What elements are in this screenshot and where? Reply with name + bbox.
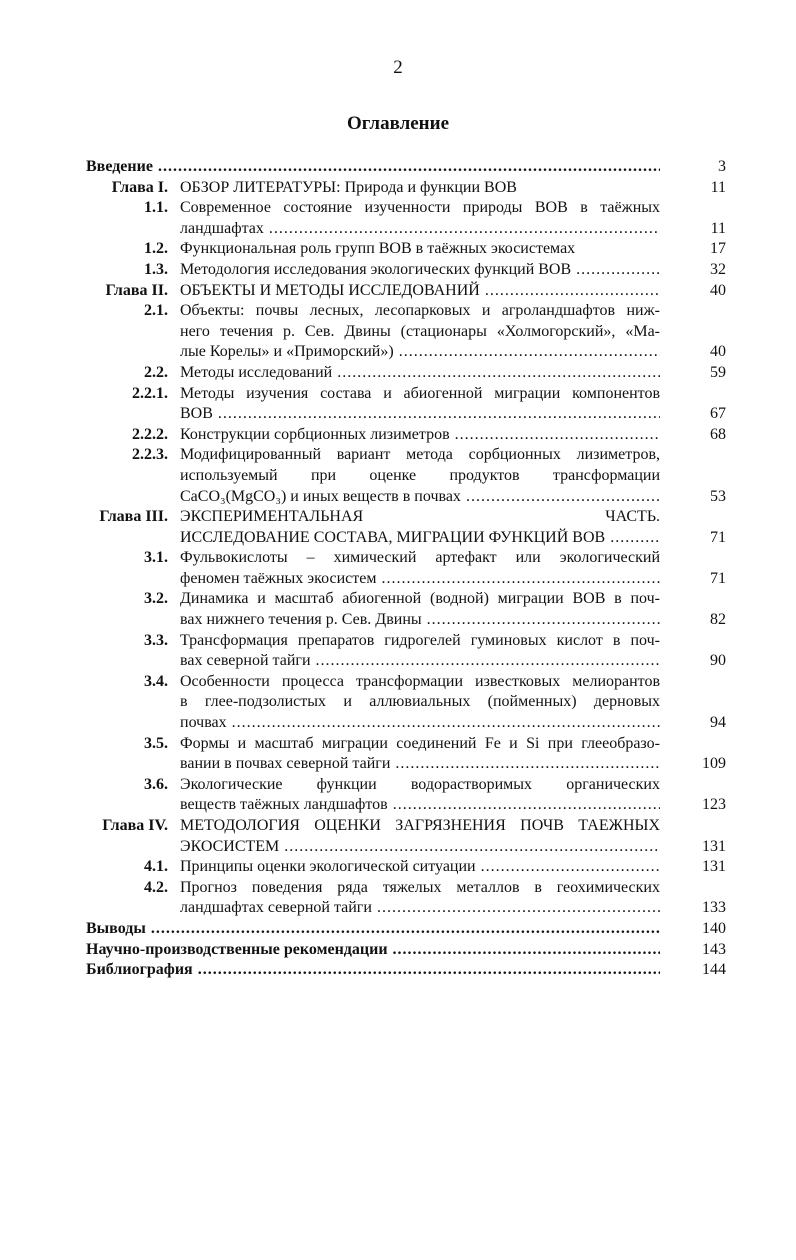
toc-entry-page: 59 [710,363,726,381]
toc-entry-number: 4.2. [144,878,168,896]
toc-entry[interactable] [86,878,726,919]
toc-entry-number: 3.3. [144,631,168,649]
toc-entry[interactable] [86,816,726,857]
toc-entry-title-line: Введение [86,158,153,175]
toc-entry-title-line: почвах [180,714,227,732]
toc-entry[interactable] [86,301,726,363]
toc-entry-title-line: Модифицированный вариант метода сорбционных лизиметров, [180,446,660,464]
toc-entry-title-line: ландшафтах северной тайги [180,899,372,917]
toc-entry-title-line: ОБЗОР ЛИТЕРАТУРЫ: Природа и функции ВОВ [180,178,517,196]
toc-entry-title-line: вании в почвах северной тайги [180,755,391,773]
toc-entry-title-line: Особенности процесса трансформации известковых мелиорантов [180,672,660,690]
toc-entry-title-line: ландшафтах [180,219,264,237]
toc-entry-title-line: Методы изучения состава и абиогенной миграции компонентов [180,384,660,402]
toc-entry-title-line: Современное состояние изученности природы ВОВ в таёжных [180,199,660,217]
toc-entry[interactable] [86,734,726,775]
toc-entry-title-line: Объекты: почвы лесных, лесопарковых и агроландшафтов ниж- [180,302,660,320]
toc-entry-title-line: него течения р. Сев. Двины (стационары «Холмогорский», «Ма- [180,322,660,340]
toc-entry-title-line: Научно-производственные рекомендации [86,940,388,958]
toc-entry-number: 3.1. [144,549,168,567]
toc-entry[interactable] [86,425,726,446]
toc-entry-number: 2.1. [144,302,168,320]
toc-entry-number: 2.2. [144,363,168,381]
toc-entry-number: 3.2. [144,590,168,608]
toc-entry-title-line: ЭКОСИСТЕМ [180,837,280,855]
toc-entry[interactable] [86,281,726,302]
toc-entry-page: 133 [702,899,726,917]
toc-entry-title-line: МЕТОДОЛОГИЯ ОЦЕНКИ ЗАГРЯЗНЕНИЯ ПОЧВ ТАЕЖНЫХ [180,817,660,834]
toc-entry-page: 94 [710,714,726,732]
toc-entry-title-line: Трансформация препаратов гидрогелей гуминовых кислот в поч- [180,631,660,649]
toc-entry-number: 1.3. [144,260,168,278]
toc-entry-title-line: Прогноз поведения ряда тяжелых металлов в геохимических [180,878,660,896]
toc-entry[interactable] [86,672,726,734]
toc-entry-page: 123 [702,796,726,814]
toc-entry-page: 82 [710,611,726,629]
toc-entry-title-line: CaCO₃(MgCO₃) и иных веществ в почвах [180,487,461,505]
toc-entry-title-line: феномен таёжных экосистем [180,569,377,587]
toc-title: Оглавление [346,113,450,134]
toc-entry[interactable] [86,960,726,981]
toc-entry-page: 109 [702,755,726,773]
toc-entry-title-line: лые Корелы» и «Приморский») [180,343,394,361]
page-number: 2 [393,57,403,78]
toc-entry-title-line: вах нижнего течения р. Сев. Двины [180,611,422,629]
toc-entry[interactable] [86,260,726,281]
toc-entry-number: 1.1. [144,199,168,217]
toc-entry-title-line: Библиография [86,961,193,979]
toc-entry[interactable] [86,631,726,672]
toc-entry-number: Глава IV. [102,817,168,834]
toc-entry-title-line: ОБЪЕКТЫ И МЕТОДЫ ИССЛЕДОВАНИЙ [180,281,480,299]
toc-entry-title-line: ЭКСПЕРИМЕНТАЛЬНАЯ ЧАСТЬ. [180,508,660,526]
toc-entry-title-line: Экологические функции водорастворимых органических [180,775,660,793]
toc-entry[interactable] [86,363,726,384]
toc-entry-title-line: используемый при оценке продуктов трансформации [180,466,660,484]
toc-entry[interactable] [86,940,726,961]
toc-entry[interactable] [86,507,726,548]
toc-entry-number: 2.2.2. [132,425,168,443]
toc-entry-page: 131 [702,837,726,855]
toc-entry-page: 11 [710,219,726,237]
toc-entry-title-line: Формы и масштаб миграции соединений Fe и Si при глееобразо- [180,734,660,752]
toc-entry-page: 40 [710,343,726,361]
toc-entry-page: 131 [702,858,726,876]
toc-entry-page: 53 [710,487,726,505]
toc-entry-title-line: Методология исследования экологических функций ВОВ [180,260,572,278]
toc-entry-number: 3.4. [144,672,168,690]
toc-entry-page: 32 [710,260,726,278]
toc-entry[interactable] [86,589,726,630]
toc-entry-page: 17 [710,240,726,258]
toc-entry-page: 11 [710,178,726,196]
toc-entry-number: Глава III. [99,508,168,526]
toc-entry-title-line: Выводы [86,919,146,937]
toc-entry-number: 2.2.3. [132,446,168,464]
toc-entry-page: 143 [702,940,726,958]
toc-entry-page: 71 [710,528,726,546]
toc-entry-title-line: в глее-подзолистых и аллювиальных (пойменных) дерновых [180,693,660,711]
toc-entry-number: 4.1. [144,858,168,876]
toc-entry[interactable] [86,919,726,940]
toc-entry[interactable] [86,178,726,199]
toc-entry-title-line: Конструкции сорбционных лизиметров [180,425,450,443]
toc-entry-number: Глава I. [111,178,168,196]
toc-entry-page: 68 [710,425,726,443]
toc-entry[interactable] [86,384,726,425]
toc-entry-title-line: ИССЛЕДОВАНИЕ СОСТАВА, МИГРАЦИИ ФУНКЦИЙ ВОВ [180,528,606,546]
toc-entry-number: 2.2.1. [132,384,168,402]
toc-entry[interactable] [86,857,726,878]
table-of-contents [86,157,726,981]
toc-entry-page: 90 [710,652,726,670]
toc-entry[interactable] [86,157,726,178]
toc-entry-title-line: Методы исследований [180,363,333,381]
toc-entry-page: 3 [718,158,726,175]
toc-entry[interactable] [86,445,726,507]
toc-entry-title-line: Функциональная роль групп ВОВ в таёжных экосистемах [180,240,576,258]
toc-entry[interactable] [86,239,726,260]
toc-entry-title-line: ВОВ [180,405,213,423]
toc-entry-title-line: Принципы оценки экологической ситуации [180,858,476,876]
toc-entry-page: 40 [710,281,726,299]
toc-entry-title-line: Фульвокислоты – химический артефакт или экологический [180,549,660,567]
toc-entry-page: 67 [710,405,726,423]
toc-entry[interactable] [86,548,726,589]
toc-entry-number: Глава II. [105,281,168,299]
toc-entry-number: 3.6. [144,775,168,793]
toc-entry-number: 1.2. [144,240,168,258]
toc-entry-page: 71 [710,569,726,587]
toc-entry[interactable] [86,198,726,239]
toc-entry[interactable] [86,775,726,816]
toc-entry-title-line: веществ таёжных ландшафтов [180,796,388,814]
toc-entry-page: 140 [702,919,726,937]
toc-entry-number: 3.5. [144,734,168,752]
toc-entry-title-line: вах северной тайги [180,652,311,670]
toc-entry-page: 144 [702,961,726,979]
toc-entry-title-line: Динамика и масштаб абиогенной (водной) миграции ВОВ в поч- [180,590,660,608]
